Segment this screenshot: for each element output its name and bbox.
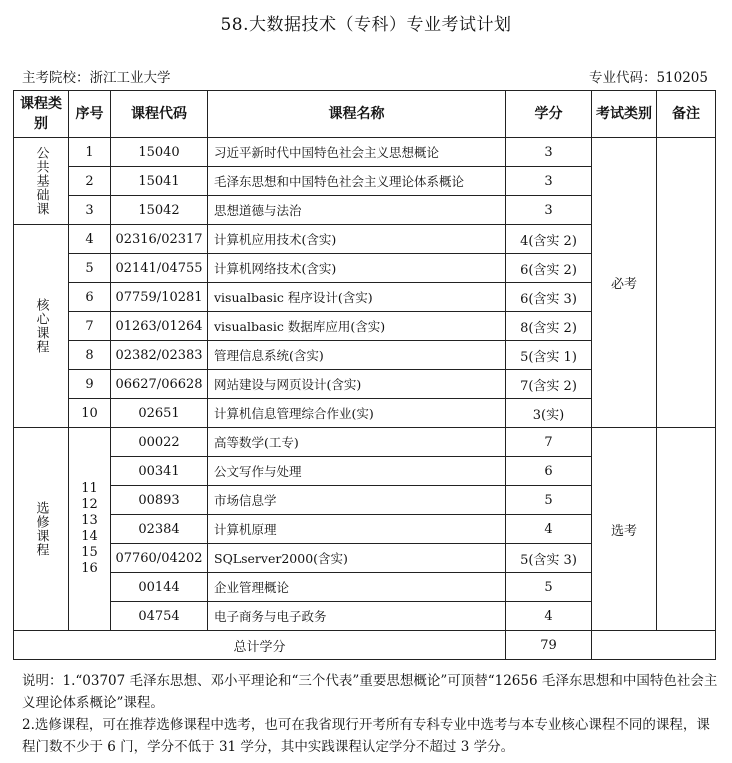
cell-name: 企业管理概论 — [208, 573, 506, 602]
cell-code: 15042 — [111, 196, 208, 225]
table-row — [14, 138, 716, 167]
total-label: 总计学分 — [14, 631, 506, 660]
cell-code: 02651 — [111, 399, 208, 428]
cell-name: 电子商务与电子政务 — [208, 602, 506, 631]
header-credit: 学分 — [506, 91, 592, 138]
remark-cell — [657, 428, 716, 631]
cell-credit: 3 — [506, 196, 592, 225]
note-2: 2.选修课程，可在推荐选修课程中选考，也可在我省现行开考所有专科专业中选考与本专业核心课程不同的课程，课程门数不少于 6 门，学分不低于 31 学分，其中实践课程认定学分不超过 3 学分。 — [22, 717, 710, 755]
cell-credit: 6(含实 3) — [506, 283, 592, 312]
table-header-row — [14, 91, 716, 138]
cell-code: 02384 — [111, 515, 208, 544]
school-label: 主考院校：浙江工业大学 — [22, 70, 171, 86]
cell-credit: 4 — [506, 515, 592, 544]
cell-credit: 6 — [506, 457, 592, 486]
cell-credit: 7 — [506, 428, 592, 457]
exam-plan-table — [13, 90, 716, 660]
cell-seq: 8 — [69, 341, 111, 370]
cell-code: 00341 — [111, 457, 208, 486]
cell-code: 06627/06628 — [111, 370, 208, 399]
cell-code: 02141/04755 — [111, 254, 208, 283]
cell-seq: 4 — [69, 225, 111, 254]
cell-name: 管理信息系统(含实) — [208, 341, 506, 370]
header-code: 课程代码 — [111, 91, 208, 138]
group-public: 公共基础课 — [14, 138, 69, 225]
cell-name: 计算机信息管理综合作业(实) — [208, 399, 506, 428]
group-elective: 选修课程 — [14, 428, 69, 631]
cell-credit: 3(实) — [506, 399, 592, 428]
cell-name: 网站建设与网页设计(含实) — [208, 370, 506, 399]
cell-name: 市场信息学 — [208, 486, 506, 515]
cell-credit: 6(含实 2) — [506, 254, 592, 283]
total-blank — [592, 631, 716, 660]
header-remark: 备注 — [657, 91, 716, 138]
cell-credit: 3 — [506, 167, 592, 196]
total-row — [14, 631, 716, 660]
cell-code: 15041 — [111, 167, 208, 196]
cell-code: 00144 — [111, 573, 208, 602]
cell-credit: 4 — [506, 602, 592, 631]
cell-code: 02382/02383 — [111, 341, 208, 370]
cell-credit: 5(含实 3) — [506, 544, 592, 573]
cell-name: visualbasic 数据库应用(含实) — [208, 312, 506, 341]
remark-cell — [657, 138, 716, 428]
cell-code: 04754 — [111, 602, 208, 631]
cell-credit: 5 — [506, 486, 592, 515]
cell-credit: 4(含实 2) — [506, 225, 592, 254]
cell-seq: 2 — [69, 167, 111, 196]
cell-credit: 7(含实 2) — [506, 370, 592, 399]
cell-name: 计算机原理 — [208, 515, 506, 544]
cell-name: 毛泽东思想和中国特色社会主义理论体系概论 — [208, 167, 506, 196]
cell-seq: 5 — [69, 254, 111, 283]
cell-name: 思想道德与法治 — [208, 196, 506, 225]
cell-name: 习近平新时代中国特色社会主义思想概论 — [208, 138, 506, 167]
cell-name: 公文写作与处理 — [208, 457, 506, 486]
cell-name: 计算机网络技术(含实) — [208, 254, 506, 283]
note-1: 说明：1.“03707 毛泽东思想、邓小平理论和“三个代表”重要思想概论”可顶替“12656 毛泽东思想和中国特色社会主义理论体系概论”课程。 — [22, 673, 718, 711]
cell-code: 15040 — [111, 138, 208, 167]
cell-code: 02316/02317 — [111, 225, 208, 254]
cell-seq: 6 — [69, 283, 111, 312]
cell-seq: 7 — [69, 312, 111, 341]
cell-name: SQLserver2000(含实) — [208, 544, 506, 573]
major-code-label: 专业代码：510205 — [588, 70, 708, 86]
cell-name: 计算机应用技术(含实) — [208, 225, 506, 254]
cell-credit: 5(含实 1) — [506, 341, 592, 370]
total-credit: 79 — [506, 631, 592, 660]
page-title: 58.大数据技术（专科）专业考试计划 — [220, 15, 512, 35]
cell-code: 07759/10281 — [111, 283, 208, 312]
header-category: 课程类别 — [14, 91, 69, 138]
notes — [22, 670, 722, 758]
elective-seq-stack: 11 12 13 14 15 16 — [69, 428, 111, 631]
exam-type-elective: 选考 — [592, 428, 657, 631]
cell-credit: 3 — [506, 138, 592, 167]
exam-type-required: 必考 — [592, 138, 657, 428]
cell-name: visualbasic 程序设计(含实) — [208, 283, 506, 312]
cell-seq: 10 — [69, 399, 111, 428]
header-name: 课程名称 — [208, 91, 506, 138]
cell-code: 07760/04202 — [111, 544, 208, 573]
header-exam-type: 考试类别 — [592, 91, 657, 138]
cell-code: 00022 — [111, 428, 208, 457]
cell-seq: 1 — [69, 138, 111, 167]
cell-credit: 8(含实 2) — [506, 312, 592, 341]
cell-code: 00893 — [111, 486, 208, 515]
cell-seq: 3 — [69, 196, 111, 225]
cell-name: 高等数学(工专) — [208, 428, 506, 457]
table-row — [14, 428, 716, 457]
cell-credit: 5 — [506, 573, 592, 602]
group-core: 核心课程 — [14, 225, 69, 428]
cell-code: 01263/01264 — [111, 312, 208, 341]
header-seq: 序号 — [69, 91, 111, 138]
cell-seq: 9 — [69, 370, 111, 399]
